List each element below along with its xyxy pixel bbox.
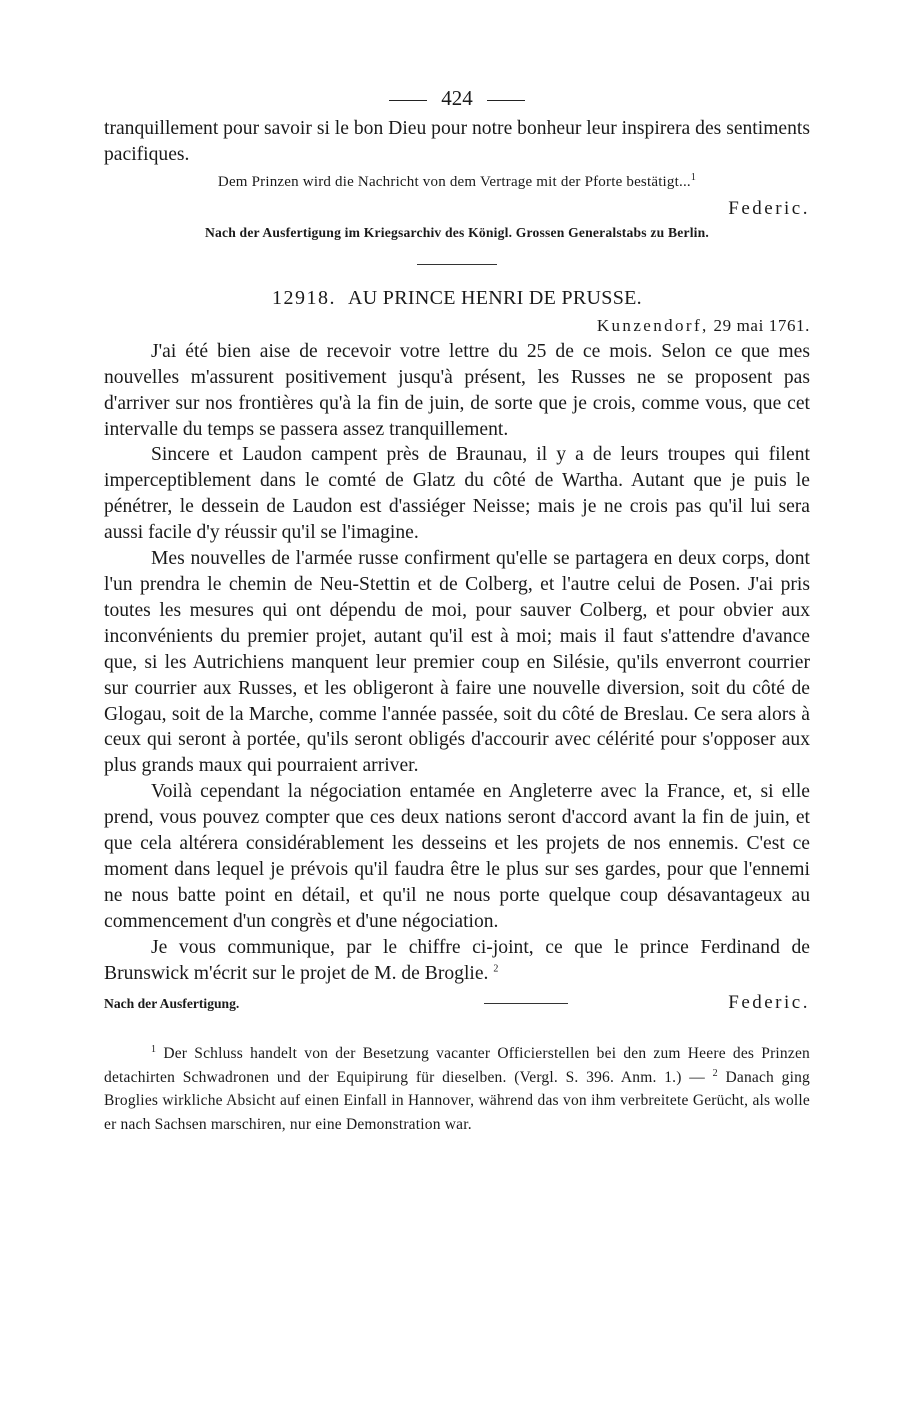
letter-title: AU PRINCE HENRI DE PRUSSE. bbox=[348, 286, 642, 309]
page-header bbox=[104, 84, 810, 112]
source-note-top: Nach der Ausfertigung im Kriegsarchiv des Königl. Grossen Generalstabs zu Berlin. bbox=[204, 224, 710, 240]
footnote-ref-1: 1 bbox=[690, 171, 697, 183]
closing-rule bbox=[484, 1003, 568, 1004]
letter-paragraph: Voilà cependant la négociation entamée en Angleterre avec la France, et, si elle prend, vous pouvez compter que ces deux nations seront d'accord avant la fin de juin, et que cela altérera considérablement les desseins et les projets de nos ennemis. C'est ce moment dans lequel je prévois qu'il faudra être le plus sur ses gardes, pour que l'ennemi ne nous batte point en détail, et qu'il ne nous porte quelque coup désavantageux au commencement d'un congrès et d'une négociation. bbox=[104, 781, 810, 932]
letter-paragraph: J'ai été bien aise de recevoir votre lettre du 25 de ce mois. Selon ce que mes nouvelles m'assurent positivement jusqu'à présent, les Russes ne se proposent pas d'arriver sur nos frontières qu'à la fin de juin, de sorte que je crois, comme vous, que cet intervalle du temps se passera assez tranquillement. bbox=[104, 340, 810, 440]
document-page bbox=[104, 84, 810, 1136]
footnote-mark-2: 2 bbox=[712, 1067, 718, 1079]
source-note-letter: Nach der Ausfertigung. bbox=[104, 996, 240, 1012]
footnote-2-text: Danach ging Broglies wirkliche Absicht auf einen Einfall in Hannover, während das von ihm verbreitete Gerücht, als wolle er nach Sachsen marschiren, nur eine Demonstration war. bbox=[104, 1068, 811, 1133]
header-rule-left bbox=[389, 100, 427, 101]
header-rule-right bbox=[487, 100, 525, 101]
place-date bbox=[104, 313, 810, 339]
signature-top: Federic. bbox=[728, 197, 810, 219]
editorial-note-text: Dem Prinzen wird die Nachricht von dem Vertrage mit der Pforte bestätigt... bbox=[217, 173, 691, 190]
page-number: 424 bbox=[441, 86, 473, 110]
letter-date: 29 mai 1761. bbox=[713, 315, 810, 335]
footnote-1-text: Der Schluss handelt von der Besetzung vacanter Officierstellen bei den zum Heere des Prinzen detachirten Schwadronen und der Equipirung für dieselben. (Vergl. S. 396. Anm. 1.) bbox=[104, 1045, 810, 1086]
letter-heading bbox=[104, 283, 810, 313]
footnote-dash: — bbox=[689, 1068, 705, 1086]
letter-paragraph: Sincere et Laudon campent près de Braunau, il y a de leurs troupes qui filent imperceptiblement dans le comté de Glatz du côté de Wartha. Autant que je puis le pénétrer, le dessein de Laudon est d'assiéger Neisse; mais je ne crois pas qu'il lui sera aussi facile d'y réussir qu'il se l'imagine. bbox=[104, 444, 810, 544]
letter-closing bbox=[104, 992, 810, 1014]
editorial-note bbox=[104, 170, 810, 194]
letter-number: 12918. bbox=[272, 286, 337, 309]
signature-letter: Federic. bbox=[728, 992, 810, 1014]
letter-place: Kunzendorf, bbox=[596, 315, 709, 335]
continuation-paragraph: tranquillement pour savoir si le bon Dieu pour notre bonheur leur inspirera des sentiments pacifiques. bbox=[104, 118, 810, 165]
footnote-ref-2: 2 bbox=[493, 963, 499, 975]
footnotes bbox=[104, 1042, 810, 1136]
footnote-mark-1: 1 bbox=[151, 1044, 157, 1056]
letter-paragraph-text: Je vous communique, par le chiffre ci-joint, ce que le prince Ferdinand de Brunswick m'écrit sur le projet de M. de Broglie. bbox=[104, 936, 810, 984]
section-separator bbox=[417, 264, 497, 265]
letter-paragraph: Mes nouvelles de l'armée russe confirment qu'elle se partagera en deux corps, dont l'un prendra le chemin de Neu-Stettin et de Colberg, et l'autre celui de Posen. J'ai pris toutes les mesures qui ont dépendu de moi, pour sauver Colberg, et pour obvier aux inconvénients du premier projet, autant qu'il est à moi; mais il faut s'attendre d'avance que, si les Autrichiens manquent leur premier coup en Silésie, qu'ils enverront courrier sur courrier aux Russes, et les obligeront à faire une nouvelle diversion, soit du côté de Glogau, soit de la Marche, comme l'année passée, soit du côté de Breslau. Ce sera alors à ceux qui seront à portée, qu'ils seront obligés d'accourir avec célérité pour s'opposer aux plus grands maux qui pourraient arriver. bbox=[104, 548, 810, 777]
letter-paragraph-last bbox=[104, 935, 810, 987]
